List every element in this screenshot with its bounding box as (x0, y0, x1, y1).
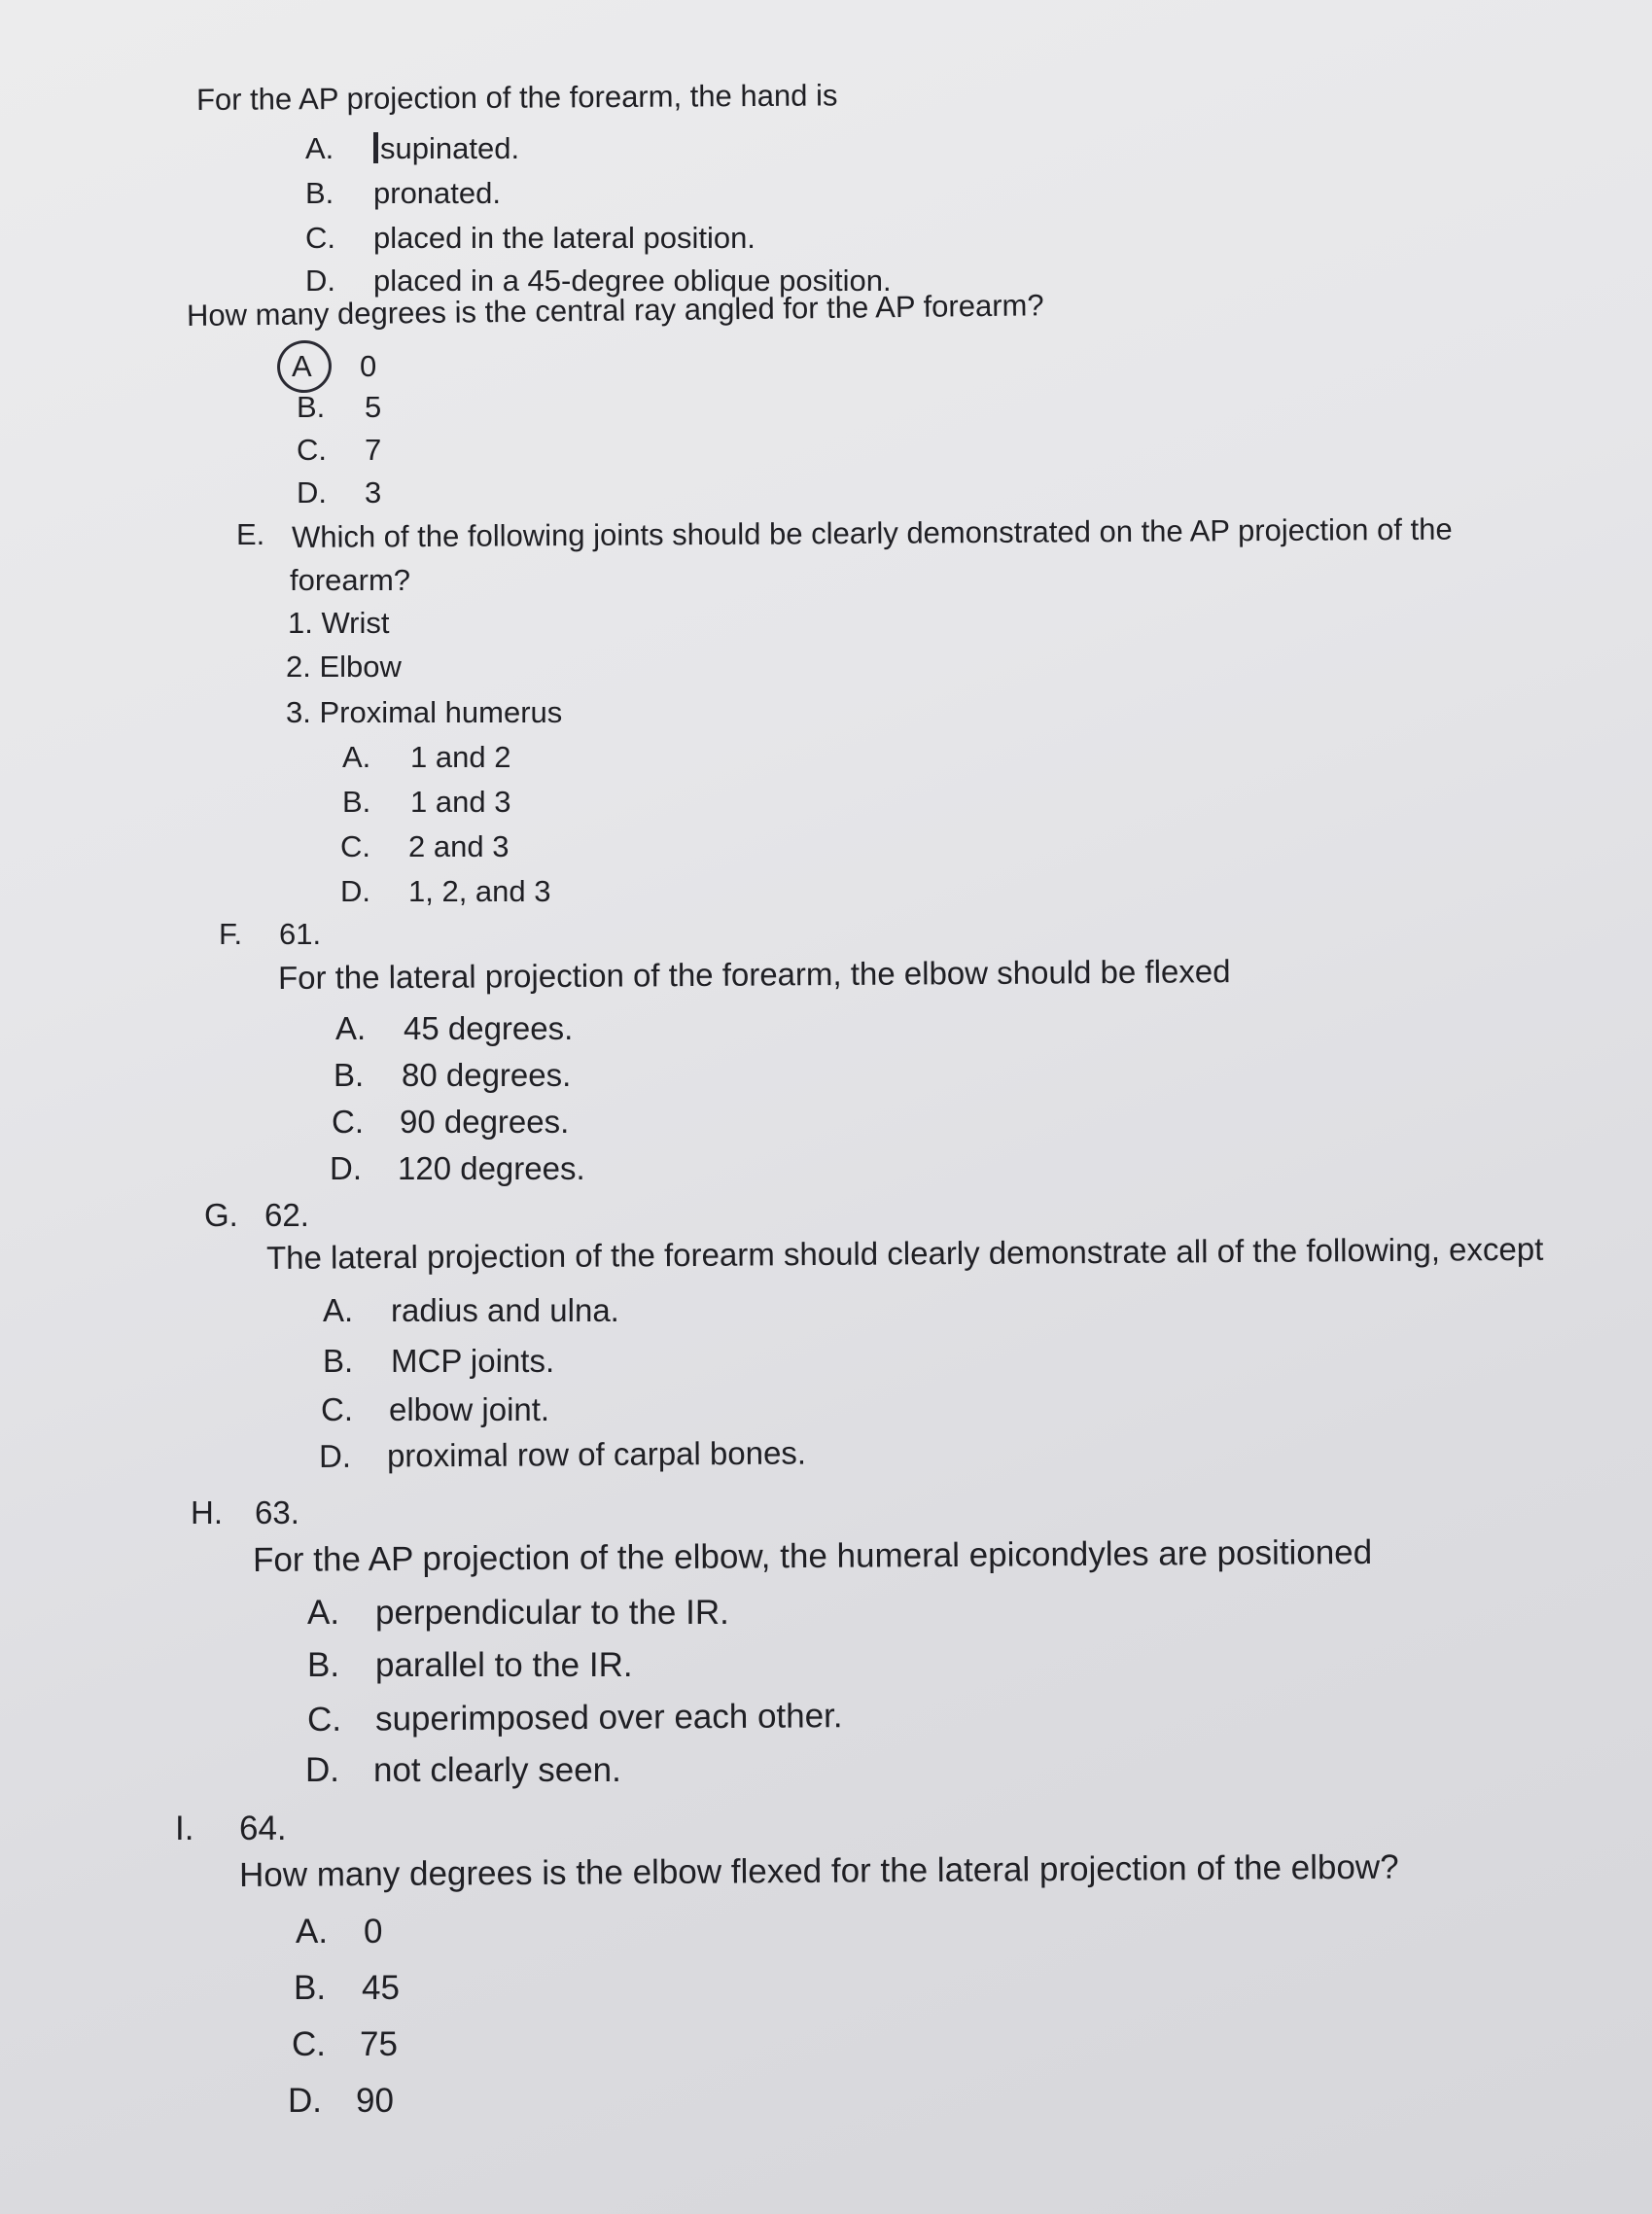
question-3-item-2: 2. Elbow (286, 650, 402, 684)
option-letter: C. (321, 1391, 353, 1427)
question-4-option-d[interactable] (330, 1149, 585, 1188)
question-1-option-b[interactable] (305, 175, 501, 211)
option-letter: C. (340, 829, 370, 863)
question-4-option-c[interactable] (332, 1103, 569, 1142)
option-letter: A. (335, 1010, 367, 1046)
question-5-stem: The lateral projection of the forearm should clearly demonstrate all of the following, except (265, 1230, 1544, 1276)
question-5-label (204, 1196, 309, 1235)
option-text: 7 (365, 433, 382, 467)
option-text: supinated. (380, 131, 520, 165)
option-letter: A. (342, 740, 371, 774)
question-7-stem: How many degrees is the elbow flexed for the lateral projection of the elbow? (238, 1847, 1399, 1894)
option-letter: D. (305, 264, 335, 298)
option-letter: D. (305, 1751, 339, 1789)
option-letter: C. (306, 1700, 342, 1739)
option-text: 5 (365, 390, 382, 424)
question-7-label (175, 1809, 287, 1849)
option-text: 1 and 2 (410, 740, 511, 774)
option-letter: B. (294, 1969, 327, 2007)
option-text: 1, 2, and 3 (408, 874, 551, 908)
option-text: 45 (362, 1969, 400, 2007)
option-letter: B. (334, 1057, 365, 1093)
question-3-label: E. (236, 517, 265, 551)
question-number: 62. (264, 1197, 309, 1233)
question-2-stem: How many degrees is the central ray angled for the AP forearm? (186, 288, 1044, 333)
option-letter: D. (297, 475, 327, 510)
question-7-option-c[interactable] (292, 2024, 398, 2065)
question-label: H. (191, 1494, 223, 1530)
question-number: 61. (279, 917, 322, 951)
question-3-option-d[interactable] (340, 873, 551, 909)
option-letter: D. (288, 2082, 322, 2120)
option-letter: B. (323, 1343, 354, 1379)
question-2-option-a[interactable] (292, 348, 376, 384)
option-text: 120 degrees. (398, 1150, 585, 1186)
option-letter: D. (330, 1150, 362, 1186)
question-5-option-c[interactable] (321, 1390, 549, 1429)
option-text: placed in the lateral position. (373, 221, 756, 255)
question-7-option-d[interactable] (288, 2081, 394, 2122)
option-letter: B. (297, 390, 326, 424)
question-6-option-a[interactable] (307, 1593, 729, 1634)
option-text: radius and ulna. (391, 1292, 619, 1328)
option-letter: A. (296, 1913, 329, 1950)
option-text: MCP joints. (391, 1343, 555, 1379)
question-7-option-b[interactable] (294, 1968, 400, 2009)
option-letter: D. (340, 874, 370, 908)
question-number: 64. (239, 1810, 287, 1847)
option-text: parallel to the IR. (375, 1646, 633, 1684)
question-6-option-c[interactable] (307, 1696, 843, 1740)
question-1-option-c[interactable] (305, 220, 756, 256)
question-4-stem: For the lateral projection of the forearm, the elbow should be flexed (277, 953, 1231, 996)
question-label: F. (219, 917, 243, 951)
question-4-option-a[interactable] (335, 1009, 573, 1048)
question-1-option-a[interactable] (305, 130, 519, 166)
option-text: 90 degrees. (400, 1104, 570, 1140)
question-6-stem: For the AP projection of the elbow, the humeral epicondyles are positioned (252, 1532, 1373, 1579)
option-text: proximal row of carpal bones. (386, 1434, 807, 1474)
option-text: 0 (360, 349, 377, 383)
option-text: pronated. (373, 176, 501, 210)
option-letter: A. (323, 1292, 354, 1328)
option-letter: B. (342, 785, 371, 819)
question-3-item-3: 3. Proximal humerus (286, 695, 563, 729)
option-text: 1 and 3 (410, 785, 511, 819)
question-6-label (191, 1494, 299, 1532)
option-text: not clearly seen. (373, 1751, 621, 1789)
question-label: G. (204, 1197, 238, 1233)
option-letter: B. (307, 1646, 340, 1684)
question-2-option-d[interactable] (297, 474, 381, 510)
option-text: 75 (360, 2025, 398, 2063)
option-letter: D. (318, 1437, 352, 1474)
option-letter: C. (305, 221, 335, 255)
question-2-option-c[interactable] (297, 432, 381, 468)
option-text: 0 (364, 1913, 383, 1950)
question-3-stem-line-2: forearm? (290, 563, 411, 597)
option-letter: C. (292, 2025, 326, 2063)
question-3-option-a[interactable] (342, 739, 510, 775)
option-letter: C. (297, 433, 327, 467)
question-2-option-b[interactable] (297, 389, 381, 425)
question-3-option-c[interactable] (340, 828, 509, 864)
option-text: 3 (365, 475, 382, 510)
text-cursor-icon (373, 132, 378, 163)
option-letter: A (292, 349, 312, 383)
question-5-option-b[interactable] (323, 1342, 554, 1381)
question-5-option-d[interactable] (319, 1434, 806, 1476)
question-5-option-a[interactable] (323, 1291, 619, 1330)
option-letter: A. (305, 131, 334, 165)
question-6-option-d[interactable] (305, 1750, 621, 1791)
question-1-stem: For the AP projection of the forearm, the hand is (195, 78, 838, 117)
option-text: 90 (356, 2082, 394, 2120)
question-4-option-b[interactable] (334, 1056, 571, 1095)
option-letter: C. (332, 1104, 364, 1140)
option-text: elbow joint. (389, 1391, 550, 1427)
question-4-label (219, 916, 321, 952)
option-text: 80 degrees. (402, 1057, 572, 1093)
option-text: 2 and 3 (408, 829, 510, 863)
option-text: superimposed over each other. (374, 1697, 843, 1739)
option-letter: A. (307, 1594, 340, 1632)
question-label: I. (175, 1810, 194, 1847)
question-6-option-b[interactable] (307, 1645, 633, 1686)
option-letter: B. (305, 176, 334, 210)
option-text: 45 degrees. (404, 1010, 574, 1046)
question-3-option-b[interactable] (342, 784, 510, 820)
question-7-option-a[interactable] (296, 1912, 382, 1952)
option-text: perpendicular to the IR. (375, 1594, 729, 1632)
option-text: placed in a 45-degree oblique position. (373, 264, 892, 298)
question-3-stem-line-1: Which of the following joints should be clearly demonstrated on the AP projection of the (291, 511, 1453, 554)
question-3-item-1: 1. Wrist (288, 606, 390, 640)
question-number: 63. (255, 1494, 299, 1530)
